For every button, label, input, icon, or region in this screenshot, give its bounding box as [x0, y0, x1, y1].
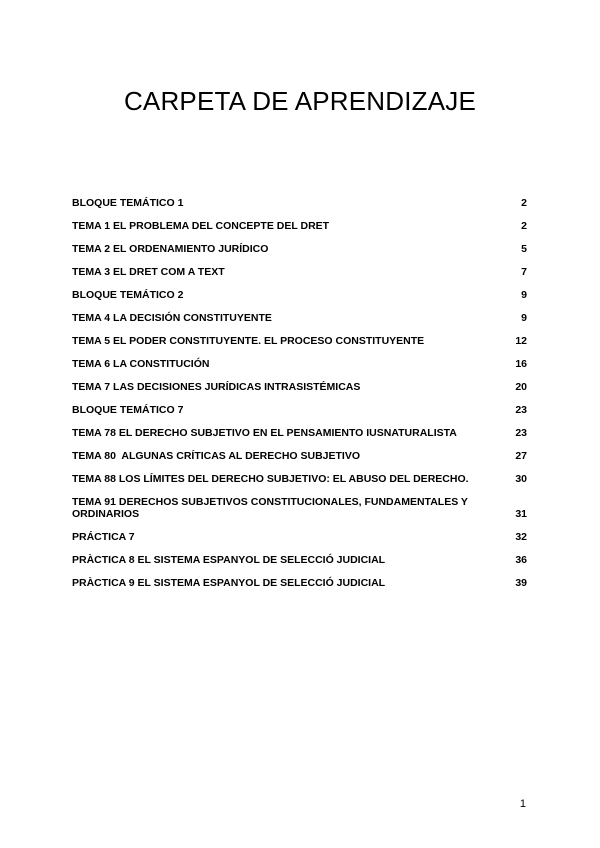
toc-entry-page: 5	[521, 243, 527, 255]
toc-entry-page: 23	[515, 404, 527, 416]
toc-entry[interactable]	[72, 543, 527, 566]
toc-entry-title: TEMA 88 LOS LÍMITES DEL DERECHO SUBJETIVO: EL ABUSO DEL DERECHO.	[72, 473, 469, 485]
toc-entry-title: PRÁCTICA 7	[72, 531, 135, 543]
document-title: CARPETA DE APRENDIZAJE	[123, 86, 477, 116]
toc-entry-page: 27	[515, 450, 527, 462]
toc-entry-title: PRÀCTICA 9 EL SISTEMA ESPANYOL DE SELECCIÓ JUDICIAL	[72, 577, 386, 589]
toc-entry[interactable]	[72, 462, 527, 485]
toc-entry-page: 20	[515, 381, 527, 393]
toc-entry-title: PRÀCTICA 8 EL SISTEMA ESPANYOL DE SELECCIÓ JUDICIAL	[72, 554, 386, 566]
toc-entry-page: 9	[521, 289, 527, 301]
toc-entry-title: TEMA 2 EL ORDENAMIENTO JURÍDICO	[72, 243, 269, 255]
toc-entry-title: TEMA 4 LA DECISIÓN CONSTITUYENTE	[72, 312, 272, 324]
toc-entry[interactable]	[72, 278, 527, 301]
toc-entry[interactable]	[72, 301, 527, 324]
toc-entry-title: TEMA 5 EL PODER CONSTITUYENTE. EL PROCESO CONSTITUYENTE	[72, 335, 425, 347]
toc-entry[interactable]	[72, 566, 527, 589]
toc-entry[interactable]	[72, 324, 527, 347]
toc-entry[interactable]	[72, 520, 527, 543]
toc-entry-title: BLOQUE TEMÁTICO 7	[72, 404, 184, 416]
toc-entry-page: 12	[515, 335, 527, 347]
toc-entry-title: TEMA 78 EL DERECHO SUBJETIVO EN EL PENSAMIENTO IUSNATURALISTA	[72, 427, 457, 439]
toc-entry-page: 30	[515, 473, 527, 485]
toc-entry[interactable]	[72, 232, 527, 255]
toc-entry-page: 32	[515, 531, 527, 543]
toc-entry[interactable]	[72, 485, 527, 520]
table-of-contents	[72, 186, 527, 589]
toc-entry-page: 2	[521, 220, 527, 232]
toc-entry-page: 23	[515, 427, 527, 439]
toc-entry-title: TEMA 6 LA CONSTITUCIÓN	[72, 358, 210, 370]
toc-entry-page: 2	[521, 197, 527, 209]
toc-entry-title: TEMA 7 LAS DECISIONES JURÍDICAS INTRASISTÉMICAS	[72, 381, 361, 393]
toc-entry-title: TEMA 1 EL PROBLEMA DEL CONCEPTE DEL DRET	[72, 220, 330, 232]
toc-entry-title: TEMA 80 ALGUNAS CRÍTICAS AL DERECHO SUBJETIVO	[72, 450, 361, 462]
toc-entry-title: TEMA 3 EL DRET COM A TEXT	[72, 266, 225, 278]
toc-entry-page: 9	[521, 312, 527, 324]
toc-entry[interactable]	[72, 186, 527, 209]
toc-entry-title: BLOQUE TEMÁTICO 1	[72, 197, 184, 209]
toc-entry[interactable]	[72, 255, 527, 278]
toc-entry[interactable]	[72, 347, 527, 370]
toc-entry-page: 7	[521, 266, 527, 278]
toc-entry-page: 31	[515, 508, 527, 520]
toc-entry-title: BLOQUE TEMÁTICO 2	[72, 289, 184, 301]
page-number: 1	[519, 798, 526, 810]
toc-entry-page: 39	[515, 577, 527, 589]
toc-entry[interactable]	[72, 439, 527, 462]
toc-entry-page: 36	[515, 554, 527, 566]
toc-entry[interactable]	[72, 209, 527, 232]
toc-entry[interactable]	[72, 416, 527, 439]
toc-entry[interactable]	[72, 393, 527, 416]
toc-entry-title: TEMA 91 DERECHOS SUBJETIVOS CONSTITUCIONALES, FUNDAMENTALES Y ORDINARIOS	[72, 496, 468, 520]
toc-entry-page: 16	[515, 358, 527, 370]
toc-entry[interactable]	[72, 370, 527, 393]
